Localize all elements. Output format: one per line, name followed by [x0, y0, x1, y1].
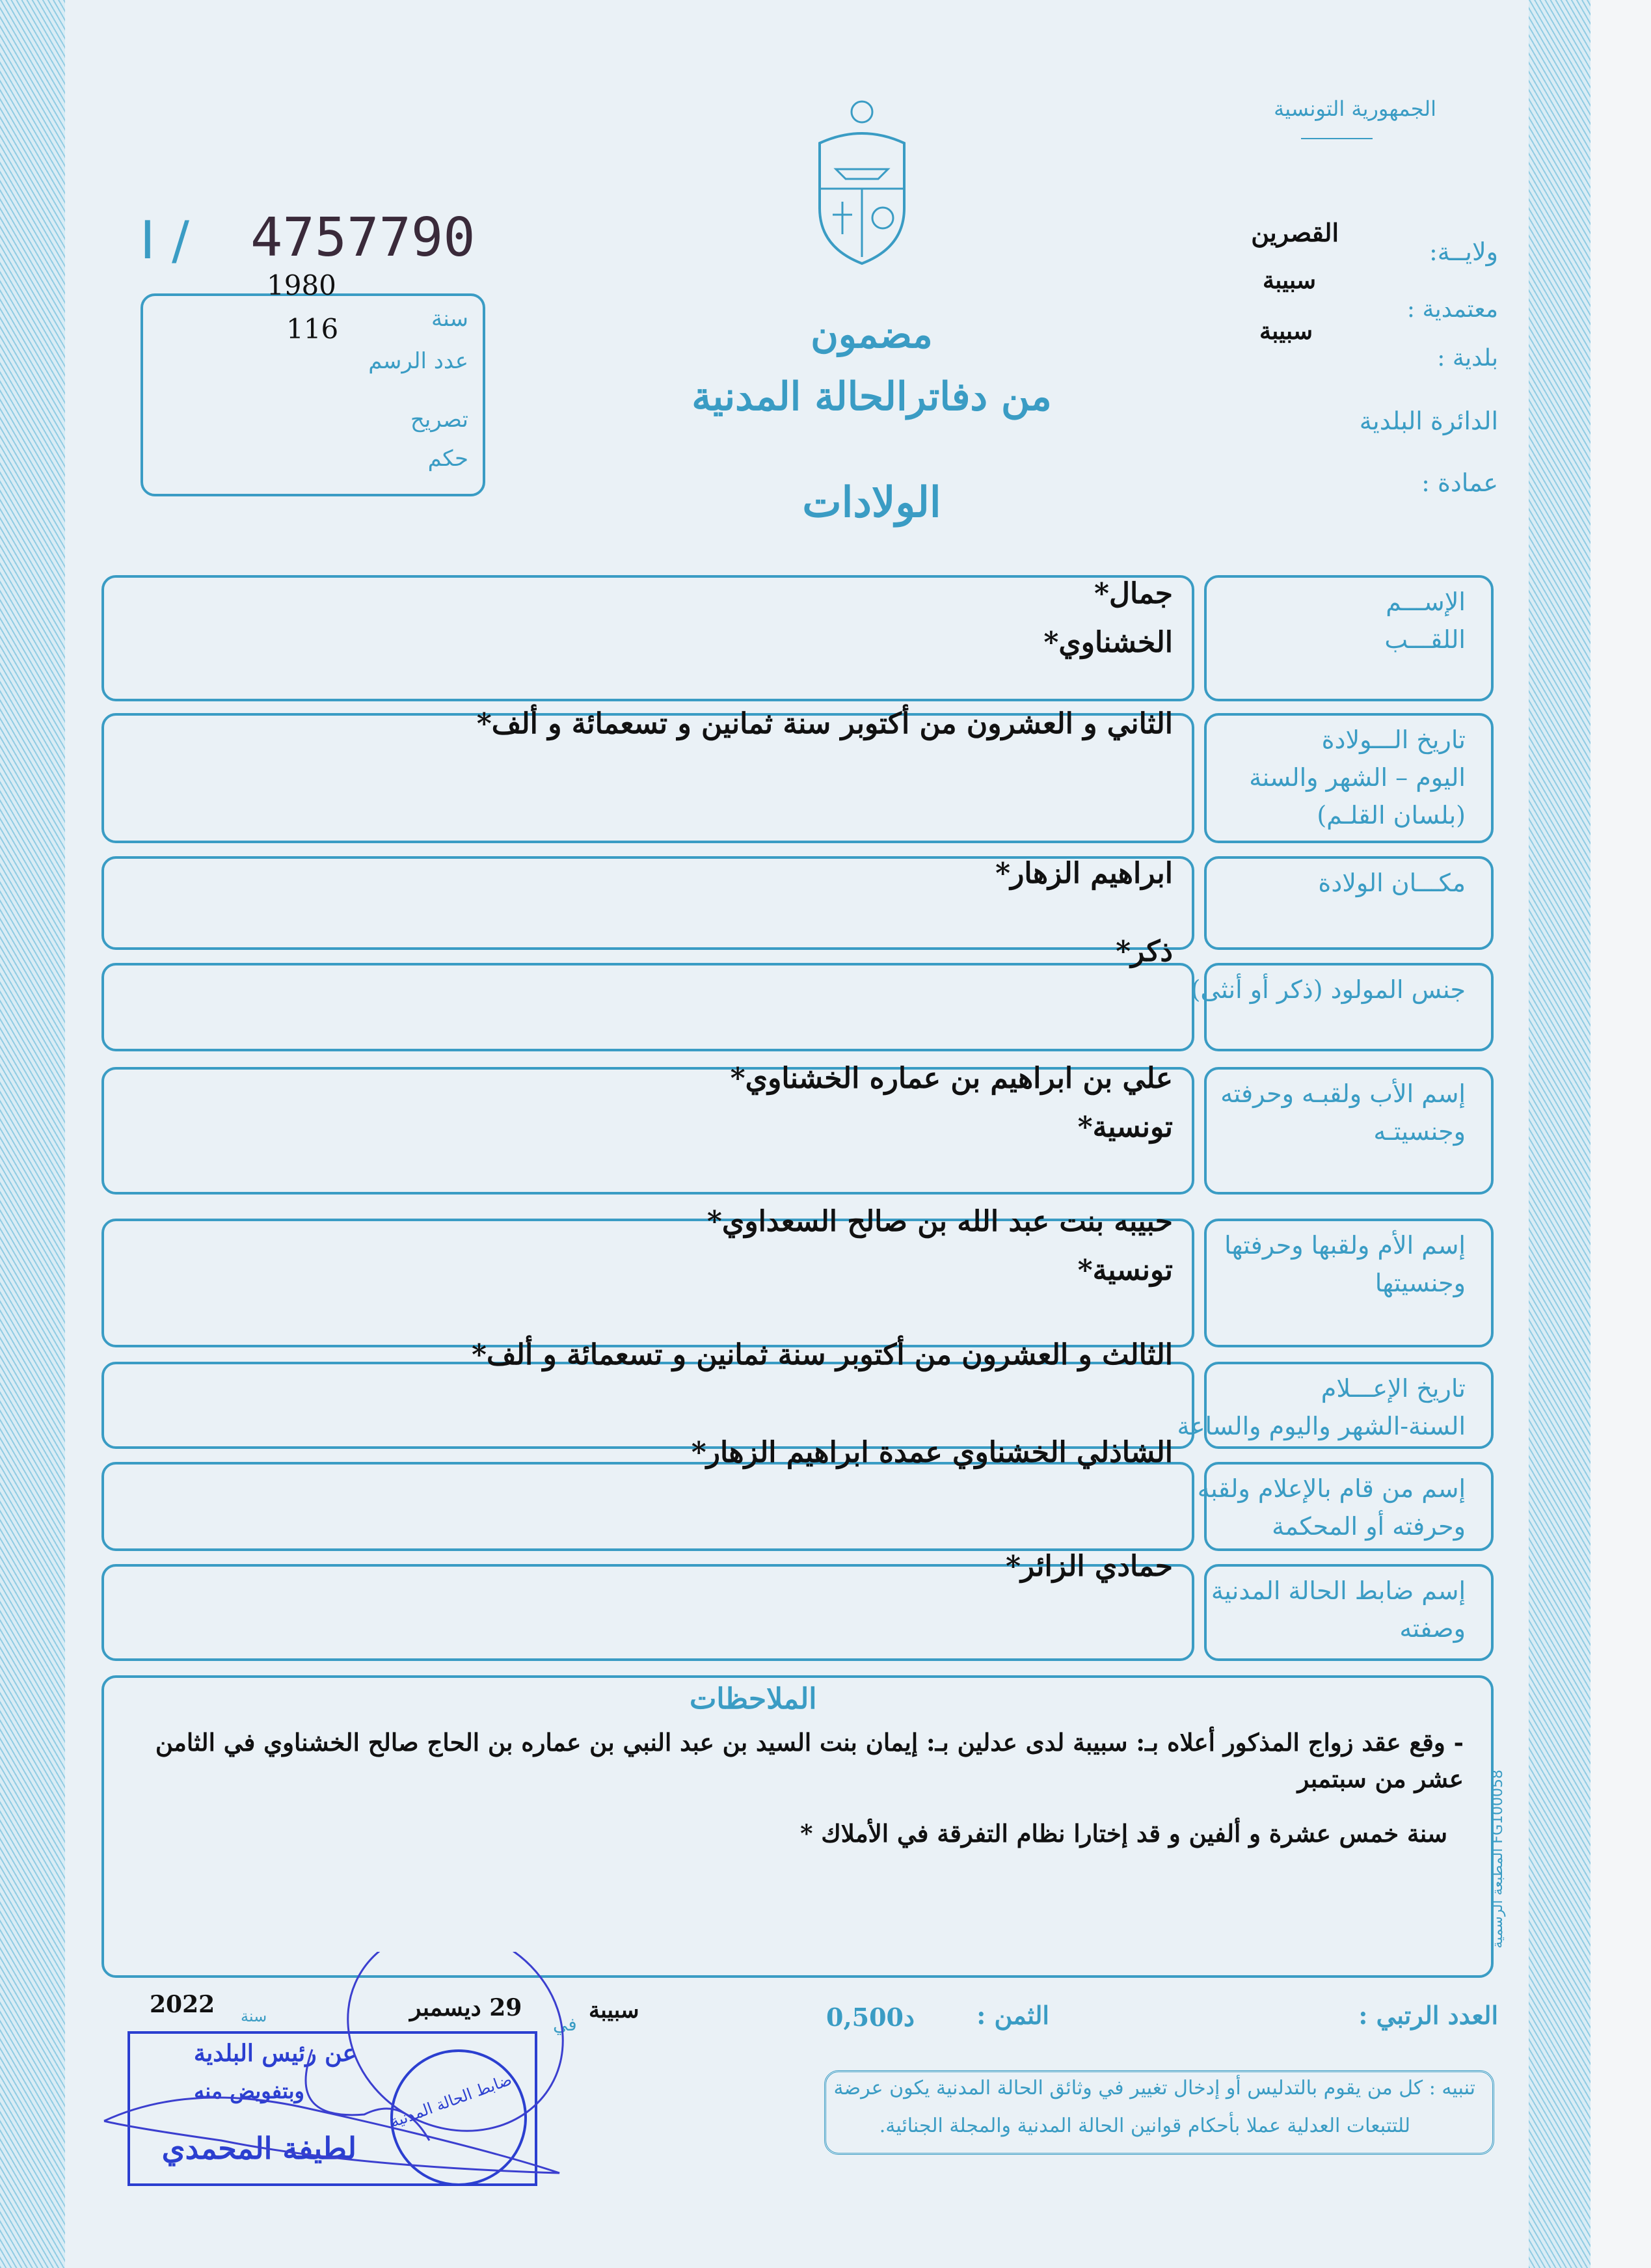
field-value: الثاني و العشرون من أكتوبر سنة ثمانين و تسعمائة و ألف* [476, 707, 1173, 740]
place-value: سبيبة [589, 1997, 639, 2023]
signature [91, 1952, 677, 2186]
title-births: الولادات [802, 478, 941, 527]
field-label: تاريخ الـــولادة اليوم – الشهر والسنة (بلسان القلـم) [1249, 725, 1466, 830]
field-label: جنس المولود (ذكر أو أنثى) [1190, 975, 1466, 1004]
judgment-label: حكم [427, 446, 468, 472]
guilloche-border-left [0, 0, 65, 2268]
printer-code: المطبعة الرسمية FG100058 [1490, 1770, 1506, 1949]
field-value: الشاذلي الخشناوي عمدة ابراهيم الزهار* [691, 1436, 1173, 1469]
field-label: إسم الأم ولقبها وحرفتها وجنسيتها [1224, 1231, 1466, 1297]
delegation-value: سبيبة [1262, 267, 1316, 294]
omada-label: عمادة : [1421, 468, 1498, 497]
year-value: 2022 [150, 1991, 215, 2018]
value-box [101, 575, 1194, 701]
field-value: ذكر* [1116, 935, 1173, 968]
field-label: الإســـم اللقـــب [1384, 587, 1466, 654]
field-label: إسم من قام بالإعلام ولقبه وحرفته أو المحكمة [1197, 1474, 1466, 1541]
remarks-line-1: - وقع عقد زواج المذكور أعلاه بـ: سبيبة لدى عدلين بـ: إيمان بنت السيد بن عبد النبي بن عماره بن الحاج صالح الخشناوي في الثامن عشر من سبتمبر [155, 1728, 1464, 1793]
serial-number: 4757790 [250, 207, 476, 269]
field-label: إسم ضابط الحالة المدنية وصفته [1211, 1576, 1466, 1643]
title-civil-registry: من دفاترالحالة المدنية [691, 374, 1052, 420]
field-label: مكـــان الولادة [1318, 869, 1466, 897]
wilaya-value: القصرين [1251, 218, 1339, 247]
republic-label: الجمهورية التونسية [1274, 96, 1436, 121]
remarks-line-2: سنة خمس عشرة و ألفين و قد إختارا نظام التفرقة في الأملاك * [800, 1819, 1447, 1848]
year-label: سنة [431, 306, 468, 332]
field-value: حبيبه بنت عبد الله بن صالح السعداوي* تونسية* [706, 1205, 1173, 1287]
year-label-footer: سنة [241, 2007, 267, 2025]
municipality-value: سبيبة [1259, 317, 1313, 345]
field-value: جمال* الخشناوي* [1043, 577, 1173, 659]
wilaya-label: ولايــة: [1429, 237, 1498, 266]
stamp-line-1: عن رئيس البلدية [193, 2040, 356, 2067]
warning-line-1: تنبيه : كل من يقوم بالتدليس أو إدخال تغيير في وثائق الحالة المدنية يكون عرضة [833, 2077, 1475, 2099]
field-label: إسم الأب ولقبـه وحرفته وجنسيتـه [1220, 1079, 1466, 1146]
value-box [101, 963, 1194, 1051]
year-value: 1980 [267, 269, 336, 301]
field-label: تاريخ الإعـــلام السنة-الشهر واليوم والساعة [1177, 1374, 1466, 1440]
registry-prefix: I / [140, 210, 189, 271]
tunisia-coat-of-arms-emblem [810, 98, 914, 267]
price-label: الثمن : [976, 2001, 1049, 2030]
in-label: في [553, 2014, 577, 2035]
stamp-name: لطيفة المحمدي [161, 2131, 356, 2166]
stamp-line-2: وبتفويض منه [194, 2079, 304, 2103]
field-value: حمادي الزائر* [1005, 1550, 1173, 1583]
district-label: الدائرة البلدية [1359, 407, 1498, 435]
warning-line-2: للتتبعات العدلية عملا بأحكام قوانين الحالة المدنية والمجلة الجنائية. [879, 2114, 1410, 2137]
declaration-label: تصريح [410, 407, 468, 433]
guilloche-border-right [1529, 0, 1591, 2268]
serial-label: العدد الرتبي : [1358, 2001, 1498, 2030]
field-value: ابراهيم الزهار* [995, 857, 1173, 890]
remarks-label: الملاحظات [690, 1682, 817, 1716]
price-value: 0,500د [826, 2003, 915, 2032]
field-value: علي بن ابراهيم بن عماره الخشناوي* تونسية* [730, 1062, 1173, 1144]
date-value: 29 ديسمبر [410, 1994, 522, 2021]
delegation-label: معتمدية : [1406, 296, 1498, 323]
act-number-label: عدد الرسم [368, 348, 468, 374]
municipality-label: بلدية : [1437, 345, 1498, 371]
title-madmoun: مضمون [811, 312, 933, 357]
field-value: الثالث و العشرون من أكتوبر سنة ثمانين و تسعمائة و ألف* [472, 1338, 1173, 1371]
act-number-value: 116 [286, 313, 339, 345]
round-seal-text: ضابط الحالة المدنية [388, 2070, 515, 2131]
divider [1301, 138, 1373, 139]
